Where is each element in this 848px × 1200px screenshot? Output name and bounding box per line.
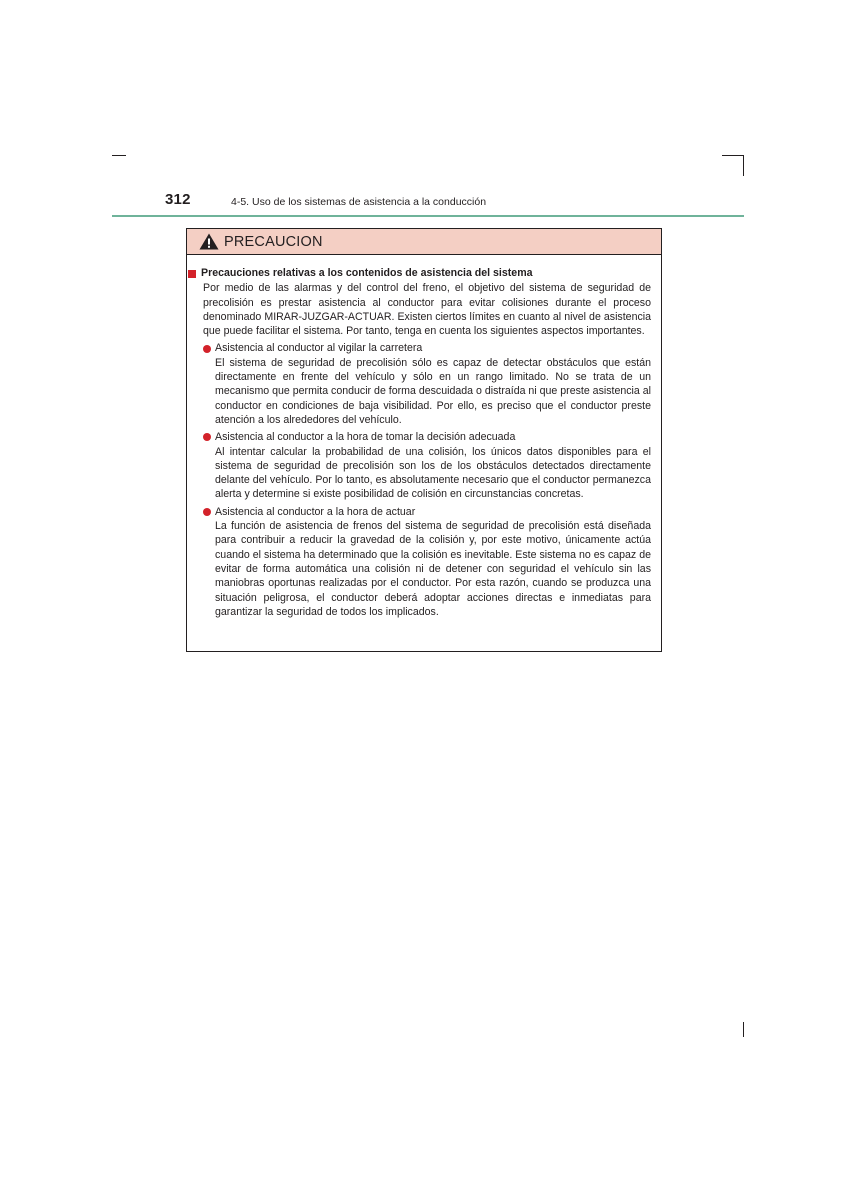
page-number: 312 — [165, 191, 191, 208]
bullet-item — [203, 430, 651, 501]
crop-mark-top-right-h — [722, 155, 744, 156]
bullet-head — [203, 505, 651, 519]
bullet-head — [203, 430, 651, 444]
bullet-text: El sistema de seguridad de precolisión sólo es capaz de detectar obstáculos que están directamente en frente del vehículo y sólo en un rango limitado. No se trata de un mecanismo que permita conducir de forma descuidada o distraída ni que preste asistencia al conductor en condiciones de baja visibilidad. Por ello, es preciso que el conductor preste atención a los alrededores del vehículo. — [215, 356, 651, 426]
caution-title: PRECAUCION — [224, 233, 323, 250]
bullet-title: Asistencia al conductor a la hora de tomar la decisión adecuada — [215, 431, 516, 444]
caution-heading — [188, 266, 651, 280]
red-dot-icon — [203, 345, 211, 353]
caution-intro: Por medio de las alarmas y del control del freno, el objetivo del sistema de seguridad de precolisión es prestar asistencia al conductor para evitar colisiones durante el proceso denominado MIRAR-JUZGAR-ACTUAR. Existen ciertos límites en cuanto al nivel de asistencia que puede facilitar el sistema. Por tanto, tenga en cuenta los siguientes aspectos importantes. — [203, 282, 651, 338]
bullet-text: La función de asistencia de frenos del sistema de seguridad de precolisión está diseñada para contribuir a reducir la gravedad de la colisión y, por este motivo, únicamente actúa cuando el sistema ha determinado que la colisión es inevitable. Este sistema no es capaz de evitar de forma automática una colisión ni de detener con seguridad el vehículo sin las maniobras oportunas realizadas por el conductor. Por esta razón, cuando se produzca una situación peligrosa, el conductor deberá adoptar acciones directas e inmediatas para garantizar la seguridad de todos los implicados. — [215, 520, 651, 618]
bullet-title: Asistencia al conductor al vigilar la carretera — [215, 342, 423, 355]
warning-triangle-icon — [199, 233, 219, 250]
crop-mark-top-right-v — [743, 155, 744, 176]
section-title: 4-5. Uso de los sistemas de asistencia a la conducción — [231, 196, 487, 208]
bullet-head — [203, 341, 651, 355]
header-rule — [112, 215, 744, 217]
caution-header — [187, 229, 661, 255]
bullet-text: Al intentar calcular la probabilidad de una colisión, los únicos datos disponibles para el sistema de seguridad de precolisión son los de los obstáculos detectados directamente delante del vehículo. Por lo tanto, es absolutamente necesario que el conductor permanezca alerta y determine si existe posibilidad de colisión en circunstancias concretas. — [215, 445, 651, 501]
bullet-item — [203, 505, 651, 619]
bullet-title: Asistencia al conductor a la hora de actuar — [215, 505, 416, 518]
crop-mark-top-left — [112, 155, 126, 156]
crop-mark-bottom-right — [743, 1022, 744, 1037]
caution-heading-text: Precauciones relativas a los contenidos de asistencia del sistema — [201, 267, 533, 279]
red-dot-icon — [203, 433, 211, 441]
caution-body — [187, 255, 661, 619]
red-dot-icon — [203, 508, 211, 516]
caution-box — [186, 228, 662, 652]
bullet-item — [203, 341, 651, 427]
red-square-icon — [188, 270, 196, 278]
